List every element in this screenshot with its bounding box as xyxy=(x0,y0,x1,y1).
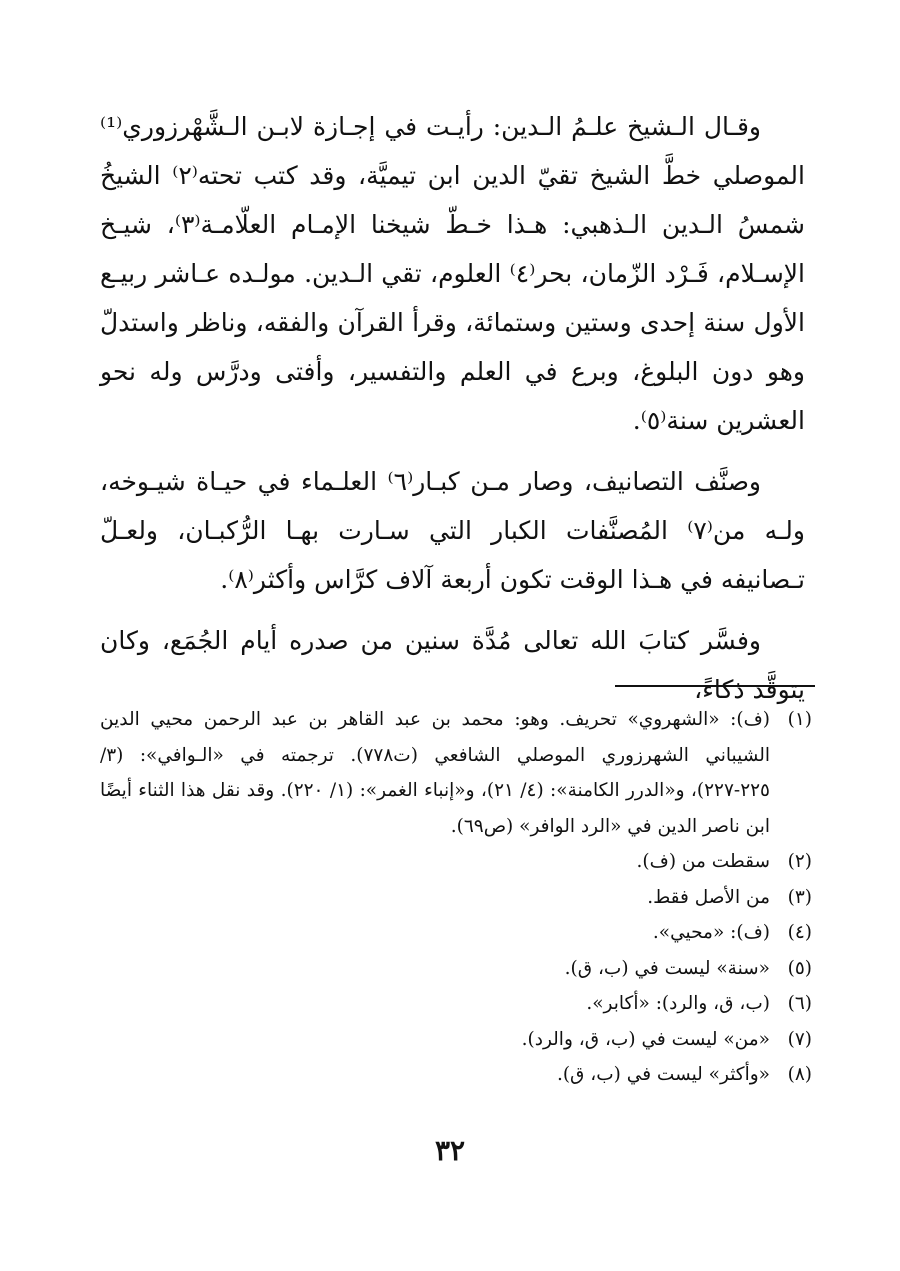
footnote-number: (٧) xyxy=(787,1028,812,1050)
footnote-number: (٥) xyxy=(787,957,812,979)
footnote-3 xyxy=(100,880,812,916)
footnote-2 xyxy=(100,844,812,880)
footnote-text: «من» ليست في (ب، ق، والرد). xyxy=(521,1028,770,1050)
footnotes xyxy=(100,702,812,1093)
footnote-7 xyxy=(100,1022,812,1058)
footnote-text: (ب، ق، والرد): «أكابر». xyxy=(586,993,770,1014)
footnote-1 xyxy=(100,702,812,844)
footnote-number: (٢) xyxy=(787,851,812,872)
footnote-text: «سنة» ليست في (ب، ق). xyxy=(564,957,770,979)
body-paragraph-3: وفسَّر كتابَ الله تعالى مُدَّة سنين من صدره أيام الجُمَع، وكان يتوقَّد ذكاءً، xyxy=(100,626,805,704)
footnote-text: «وأكثر» ليست في (ب، ق). xyxy=(556,1064,770,1085)
footnote-5 xyxy=(100,951,812,987)
footnote-number: (٣) xyxy=(787,886,812,908)
body-paragraph-1: وقـال الـشيخ علـمُ الـدين: رأيـت في إجـازة لابـن الـشَّهْرزوري⁽¹⁾ الموصلي خطَّ الشيخ تقيّ الدين ابن تيميَّة، وقد كتب تحته⁽٢⁾ الشيخُ شمسُ الـدين الـذهبي: هـذا خـطّ شيخنا الإمـام العلّامـة⁽٣⁾، شيـخ الإسـلام، فَـرْد الزّمان، بحر⁽٤⁾ العلوم، تقي الـدين. مولـده عـاشر ربيـع الأول سنة إحدى وستين وستمائة، وقرأ القرآن والفقه، وناظر واستدلّ وهو دون البلوغ، وبرع في العلم والتفسير، وأفتى ودرَّس وله نحو العشرين سنة⁽٥⁾. xyxy=(100,112,805,435)
footnote-separator xyxy=(615,685,815,687)
footnote-number: (٦) xyxy=(787,993,812,1014)
footnote-text: سقطت من (ف). xyxy=(636,851,770,872)
footnote-text: من الأصل فقط. xyxy=(647,886,770,908)
page-number: ٣٢ xyxy=(434,1134,466,1167)
footnote-6 xyxy=(100,986,812,1022)
footnote-number: (١) xyxy=(787,709,812,730)
footnote-text: (ف): «الشهروي» تحريف. وهو: محمد بن عبد القاهر بن عبد الرحمن محيي الدين الشيباني الشهرزوري الموصلي الشافعي (ت٧٧٨). ترجمته في «الـوافي»: (٣/ ٢٢٥-٢٢٧)، و«الدرر الكامنة»: (٤/ ٢١)، و«إنباء الغمر»: (١/ ٢٢٠). وقد نقل هذا الثناء أيضًا ابن ناصر الدين في «الرد الوافر» (ص٦٩). xyxy=(100,709,770,837)
footnote-text: (ف): «محيي». xyxy=(652,922,770,943)
main-text xyxy=(100,102,805,726)
footnote-8 xyxy=(100,1057,812,1093)
body-paragraph-2: وصنَّف التصانيف، وصار مـن كبـار⁽٦⁾ العلـماء في حيـاة شيـوخه، ولـه من⁽٧⁾ المُصنَّفات الكبار التي سـارت بهـا الرُّكبـان، ولعـلّ تـصانيفه في هـذا الوقت تكون أربعة آلاف كرَّاس وأكثر⁽٨⁾. xyxy=(100,467,805,594)
footnote-number: (٨) xyxy=(787,1064,812,1085)
footnote-number: (٤) xyxy=(787,922,812,943)
footnote-4 xyxy=(100,915,812,951)
